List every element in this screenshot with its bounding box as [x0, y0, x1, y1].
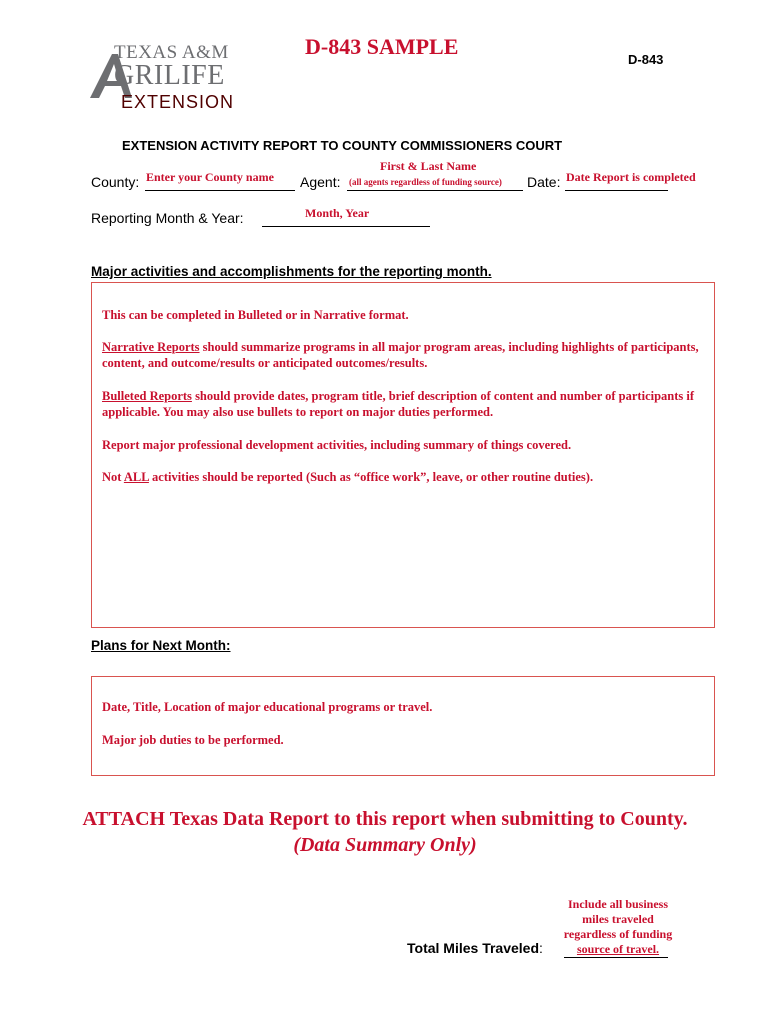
exclusion-all: ALL — [123, 470, 149, 484]
exclusion-rest: activities should be reported (Such as “office work”, leave, or other routine duties). — [148, 470, 594, 484]
reporting-month-field[interactable] — [262, 226, 430, 227]
plans-duties-note: Major job duties to be performed. — [102, 733, 284, 747]
plans-box[interactable] — [91, 676, 715, 776]
agent-field[interactable] — [347, 190, 523, 191]
attach-subnote: (Data Summary Only) — [293, 834, 477, 856]
reporting-month-label: Reporting Month & Year: — [91, 210, 244, 226]
miles-note-line1: Include all business — [567, 897, 669, 911]
total-miles-label — [407, 940, 543, 956]
county-value: Enter your County name — [146, 170, 274, 184]
agent-value-note: (all agents regardless of funding source) — [349, 177, 502, 187]
attach-instruction: ATTACH Texas Data Report to this report when submitting to County. — [82, 808, 688, 830]
narrative-reports-desc: should summarize programs in all major program areas, including highlights of participants, content, and outcome/results or anticipated outcomes/results. — [102, 340, 699, 370]
plans-programs-note: Date, Title, Location of major educational programs or travel. — [102, 700, 433, 714]
narrative-reports-term: Narrative Reports — [102, 340, 200, 354]
date-value: Date Report is completed — [566, 170, 696, 184]
date-field[interactable] — [565, 190, 668, 191]
activities-narrative-note — [102, 339, 704, 371]
logo-text-agrilife: GRILIFE — [114, 60, 225, 91]
bulleted-reports-desc: should provide dates, program title, brief description of content and number of participants if applicable. You may also use bullets to report on major duties performed. — [102, 389, 695, 419]
activities-bulleted-note — [102, 388, 704, 420]
total-miles-field[interactable] — [564, 957, 668, 958]
sample-title: D-843 SAMPLE — [305, 34, 459, 59]
report-title: EXTENSION ACTIVITY REPORT TO COUNTY COMMISSIONERS COURT — [122, 138, 563, 153]
activities-box[interactable] — [91, 282, 715, 628]
form-number: D-843 — [628, 52, 664, 67]
miles-note — [556, 897, 680, 957]
activities-format-note: This can be completed in Bulleted or in Narrative format. — [102, 308, 409, 322]
county-label: County: — [91, 174, 140, 190]
total-miles-colon: : — [539, 940, 543, 956]
agrilife-logo — [88, 42, 268, 114]
logo-text-texas-am: TEXAS A&M — [114, 42, 229, 63]
activities-development-note: Report major professional development activities, including summary of things covered. — [102, 438, 572, 452]
total-miles-text: Total Miles Traveled — [407, 940, 540, 956]
exclusion-pre: Not — [102, 470, 124, 484]
agent-value-name: First & Last Name — [380, 159, 477, 173]
activities-exclusion-note — [102, 469, 704, 485]
plans-heading: Plans for Next Month: — [91, 638, 231, 653]
reporting-month-value: Month, Year — [305, 206, 370, 220]
miles-note-line4: source of travel. — [576, 942, 660, 956]
date-label: Date: — [527, 174, 561, 190]
miles-note-line2: miles traveled — [582, 912, 654, 926]
activities-heading: Major activities and accomplishments for the reporting month. — [91, 264, 492, 279]
miles-note-line3: regardless of funding — [563, 927, 673, 941]
agent-label: Agent: — [300, 174, 341, 190]
county-field[interactable] — [145, 190, 295, 191]
bulleted-reports-term: Bulleted Reports — [102, 389, 192, 403]
logo-text-extension: EXTENSION — [121, 92, 235, 112]
